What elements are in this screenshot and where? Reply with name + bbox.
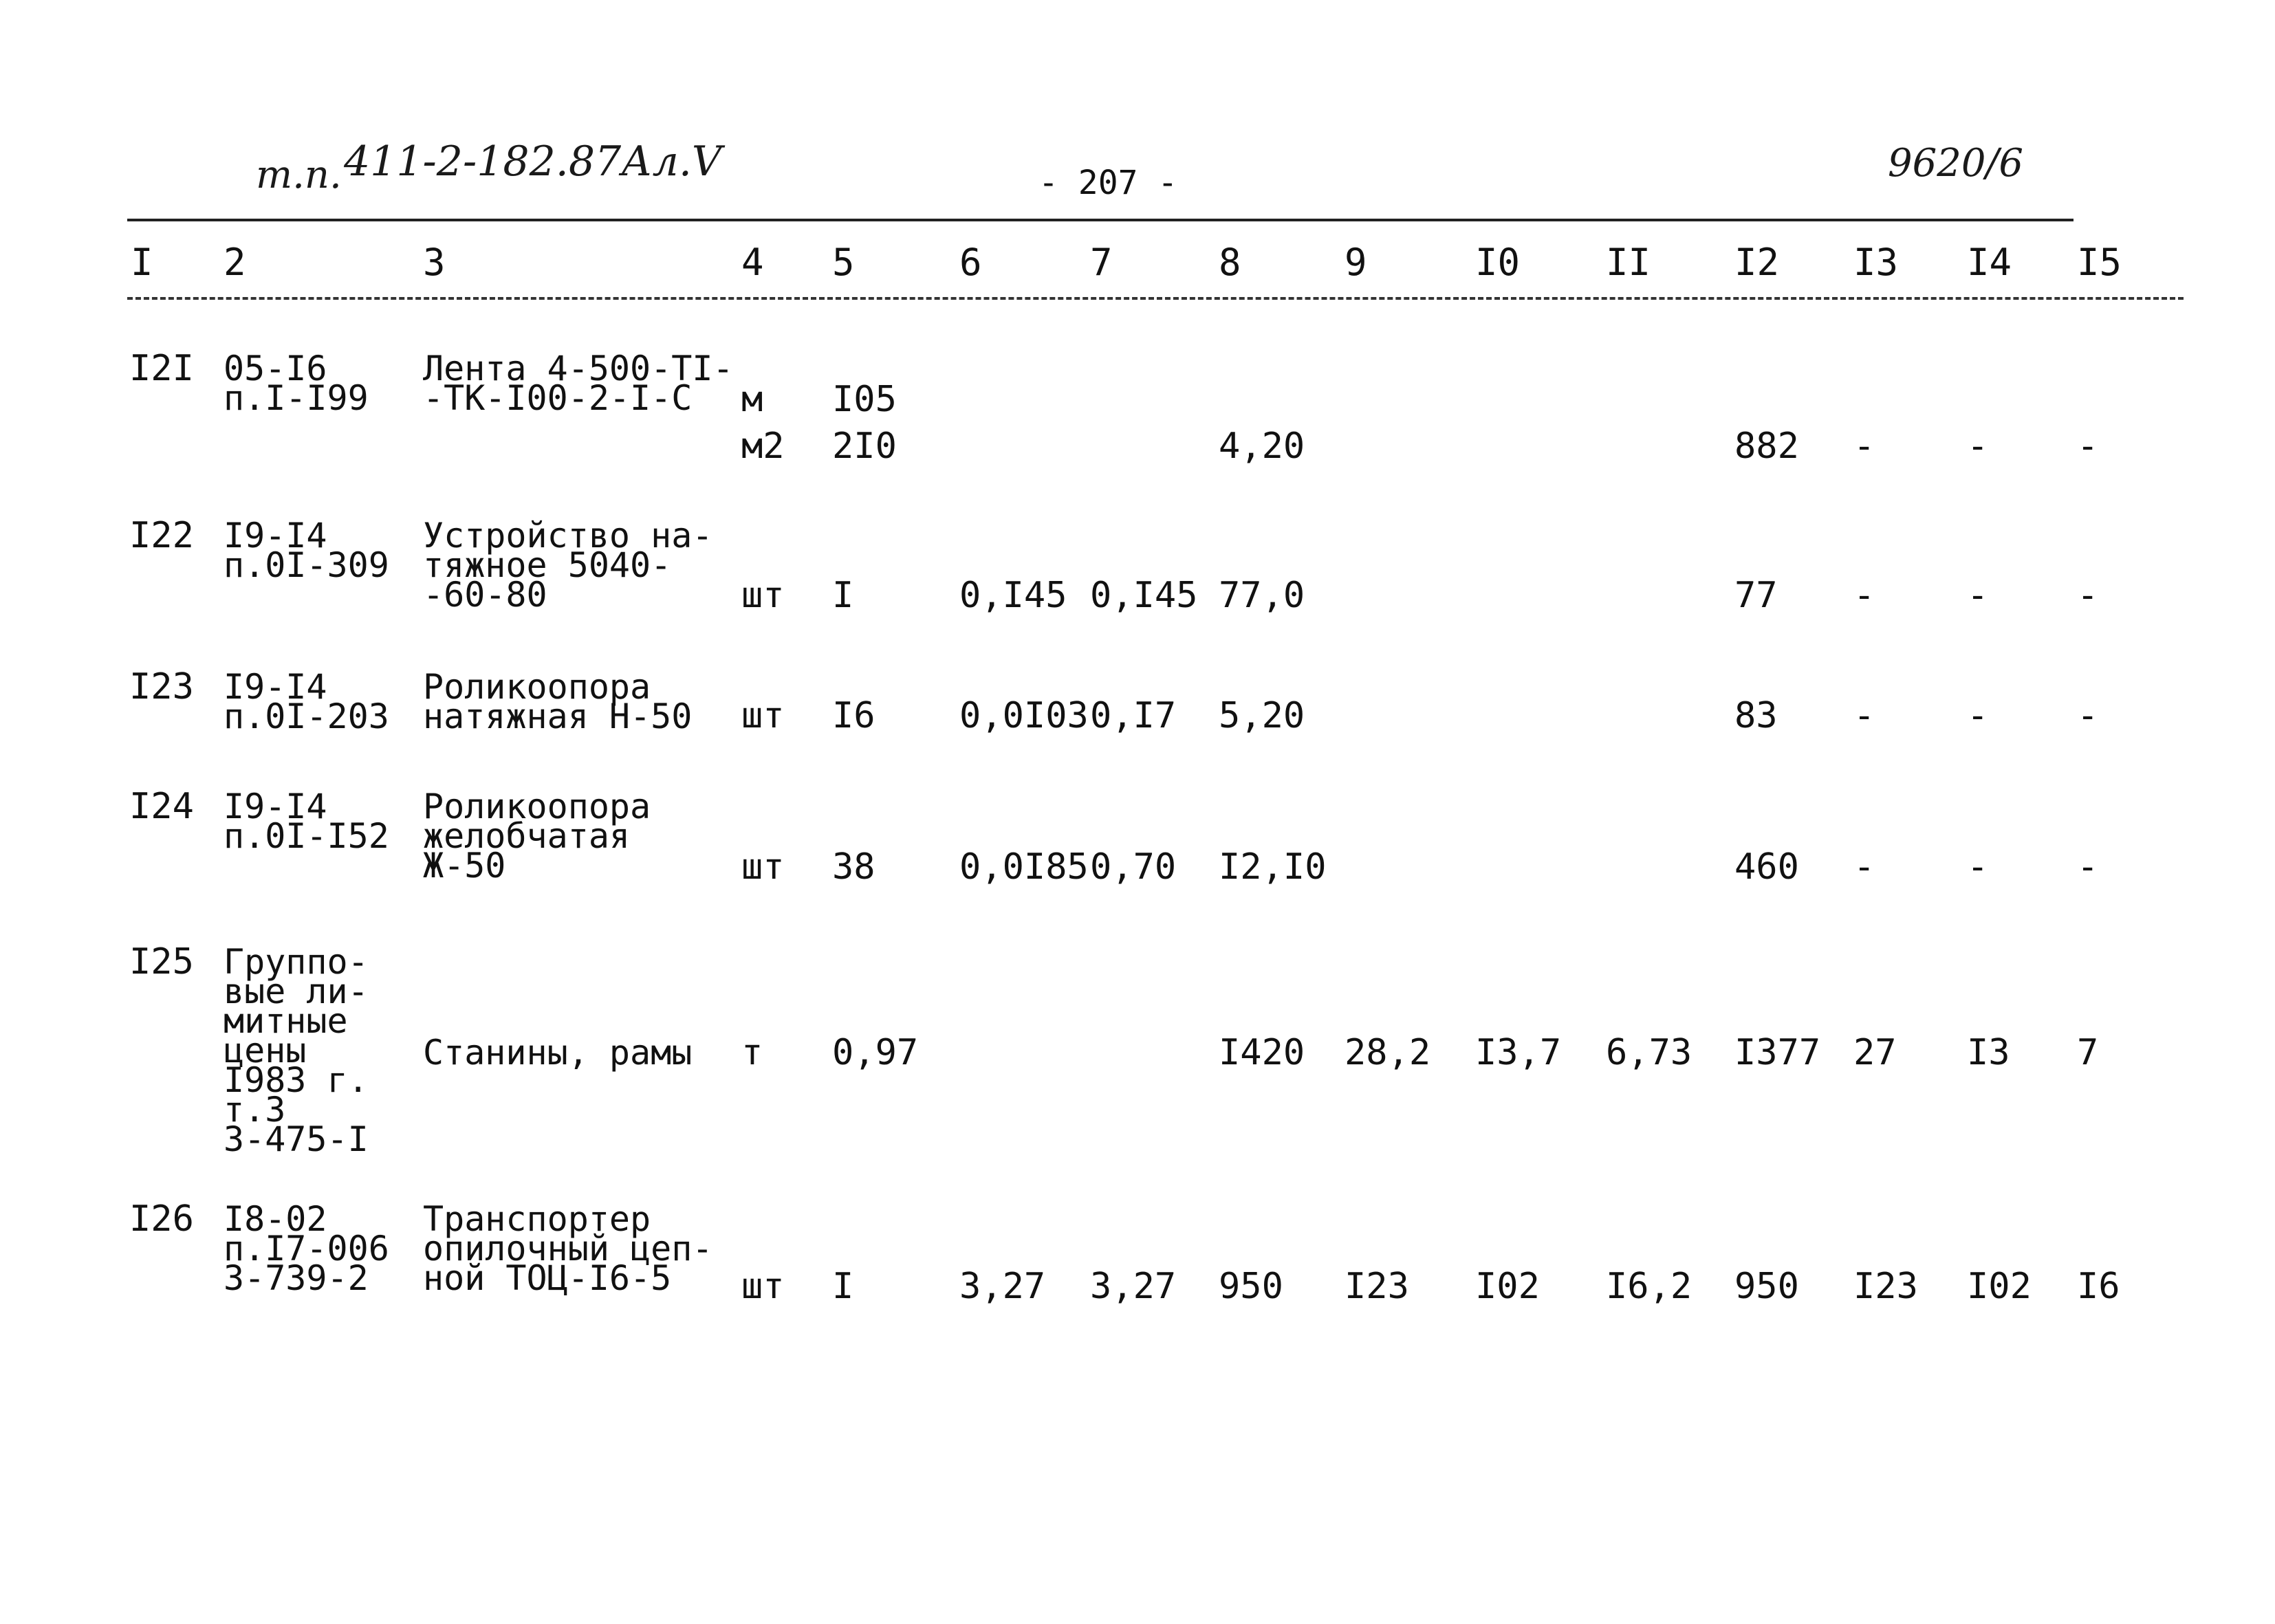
row-number: I26 [129,1198,194,1240]
row-code-line: т.3 [224,1090,286,1130]
value-cell-c14: I02 [1967,1266,2032,1307]
row-number: I2I [129,348,194,389]
row-code-line: I8-02 [224,1199,327,1239]
row-code-line: п.0I-203 [224,696,389,736]
row-name-line: Роликоопора [423,667,651,707]
row-name-line: Роликоопора [423,787,651,826]
value-cell-c13: 27 [1853,1032,1897,1073]
column-header: 3 [423,241,446,284]
unit-cell: м2 [741,426,785,467]
value-cell-c13: - [1853,426,1875,467]
row-code-line: цены [224,1031,307,1071]
value-cell-c13: - [1853,695,1875,736]
quantity-cell: I05 [832,379,897,420]
column-header: 6 [959,241,982,284]
value-cell-c7: 3,27 [1090,1266,1177,1307]
document-number: 9620/6 [1888,141,2024,186]
unit-cell: шт [741,575,785,616]
value-cell-c12: 950 [1734,1266,1799,1307]
value-cell-c9: I23 [1345,1266,1409,1307]
column-header: I [131,241,153,284]
column-header: 8 [1219,241,1241,284]
quantity-cell: I6 [832,695,875,736]
value-cell-c12: 460 [1734,846,1799,888]
row-code-line: Группо- [224,942,369,982]
value-cell-c7: 0,I45 [1090,575,1198,616]
value-cell-c8: I2,I0 [1219,846,1327,888]
value-cell-c8: 5,20 [1219,695,1305,736]
value-cell-c6: 0,0I85 [959,846,1089,888]
value-cell-c13: I23 [1853,1266,1918,1307]
value-cell-c15: - [2077,695,2099,736]
row-name-line: Лента 4-500-TI- [423,349,734,388]
row-number: I22 [129,515,194,556]
row-code-line: п.I-I99 [224,378,369,418]
unit-cell: шт [741,695,785,736]
value-cell-c6: 0,I45 [959,575,1067,616]
value-cell-c15: I6 [2077,1266,2120,1307]
value-cell-c13: - [1853,846,1875,888]
value-cell-c14: - [1967,426,1989,467]
column-header: I5 [2077,241,2122,284]
value-cell-c14: I3 [1967,1032,2010,1073]
row-name-line: Ж-50 [423,846,506,886]
row-code-line: вые ли- [224,972,369,1011]
column-header: I0 [1475,241,1521,284]
value-cell-c15: - [2077,426,2099,467]
value-cell-c8: 950 [1219,1266,1283,1307]
column-header: 4 [741,241,764,284]
value-cell-c13: - [1853,575,1875,616]
column-header: 7 [1090,241,1113,284]
unit-cell: шт [741,1266,785,1307]
project-code: 411-2-182.87Ал.V [344,138,722,186]
quantity-cell: 0,97 [832,1032,919,1073]
value-cell-c14: - [1967,695,1989,736]
quantity-cell: I [832,1266,854,1307]
value-cell-c12: 882 [1734,426,1799,467]
row-code-line: 05-I6 [224,349,327,388]
column-header: II [1606,241,1651,284]
value-cell-c12: 77 [1734,575,1778,616]
row-name-line: -TK-I00-2-I-C [423,378,693,418]
page-number: - 207 - [1038,164,1178,202]
row-name-line: тяжное 5040- [423,545,672,585]
row-code-line: I9-I4 [224,667,327,707]
row-name-line: ной ТОЦ-I6-5 [423,1258,672,1298]
column-header: I2 [1734,241,1780,284]
row-name-line: желобчатая [423,816,631,856]
value-cell-c11: 6,73 [1606,1032,1692,1073]
value-cell-c12: 83 [1734,695,1778,736]
value-cell-c12: I377 [1734,1032,1821,1073]
row-name-line: Транспортер [423,1199,651,1239]
row-number: I24 [129,786,194,827]
quantity-cell: 38 [832,846,875,888]
column-header: I4 [1967,241,2012,284]
value-cell-c14: - [1967,846,1989,888]
row-code-line: п.0I-309 [224,545,389,585]
column-header: 5 [832,241,855,284]
row-code-line: 3-475-I [224,1119,369,1159]
column-header: 2 [224,241,246,284]
column-header: 9 [1345,241,1367,284]
row-name-line: опилочный цеп- [423,1229,713,1269]
row-number: I25 [129,941,194,983]
value-cell-c8: I420 [1219,1032,1305,1073]
value-cell-c8: 77,0 [1219,575,1305,616]
row-name-line: Устройство на- [423,516,713,556]
unit-cell: шт [741,846,785,888]
value-cell-c6: 3,27 [959,1266,1046,1307]
column-header: I3 [1853,241,1899,284]
header-left-mark: т.п. [256,153,342,197]
value-cell-c6: 0,0I03 [959,695,1089,736]
unit-cell: т [741,1032,763,1073]
value-cell-c11: I6,2 [1606,1266,1692,1307]
header-top-rule [127,219,2073,221]
row-number: I23 [129,666,194,707]
value-cell-c8: 4,20 [1219,426,1305,467]
row-code-line: п.I7-006 [224,1229,389,1269]
value-cell-c7: 0,70 [1090,846,1177,888]
unit-cell: м [741,379,763,420]
row-name-line: -60-80 [423,575,547,615]
value-cell-c15: - [2077,575,2099,616]
quantity-cell: I [832,575,854,616]
value-cell-c9: 28,2 [1345,1032,1431,1073]
quantity-cell: 2I0 [832,426,897,467]
value-cell-c15: 7 [2077,1032,2099,1073]
row-code-line: I9-I4 [224,787,327,826]
row-code-line: митные [224,1001,348,1041]
row-code-line: п.0I-I52 [224,816,389,856]
value-cell-c15: - [2077,846,2099,888]
row-code-line: I983 г. [224,1060,369,1100]
header-bottom-rule [127,297,2184,300]
value-cell-c14: - [1967,575,1989,616]
value-cell-c10: I3,7 [1475,1032,1562,1073]
row-name-line: Станины, рамы [423,1033,693,1073]
row-name-line: натяжная Н-50 [423,696,693,736]
value-cell-c7: 0,I7 [1090,695,1177,736]
value-cell-c10: I02 [1475,1266,1540,1307]
row-code-line: I9-I4 [224,516,327,556]
row-code-line: 3-739-2 [224,1258,369,1298]
